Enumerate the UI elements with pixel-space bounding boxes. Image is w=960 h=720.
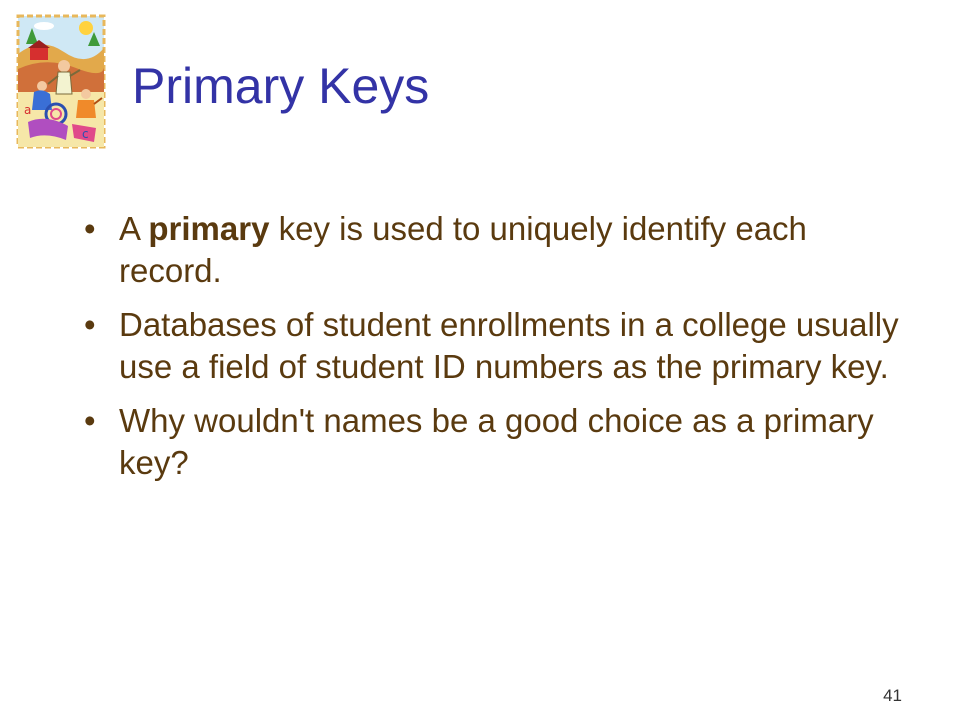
slide-page-number: 41 bbox=[883, 686, 902, 705]
slide-title: Primary Keys bbox=[132, 58, 430, 114]
bullet-dot: • bbox=[84, 210, 96, 247]
bullet-dot: • bbox=[84, 402, 96, 439]
school-children-clipart-icon bbox=[16, 14, 106, 149]
svg-text:a: a bbox=[24, 103, 32, 117]
bullet-text-before: A bbox=[119, 210, 149, 247]
svg-text:c: c bbox=[82, 127, 89, 141]
bullet-text: Why wouldn't names be a good choice as a primary key? bbox=[119, 402, 874, 481]
bullet-bold-word: primary bbox=[148, 210, 270, 247]
bullet-item-student-id-example bbox=[84, 304, 904, 388]
bullet-text-after: key is used to uniquely identify each record. bbox=[119, 210, 807, 289]
bullet-text: Databases of student enrollments in a college usually use a field of student ID numbers as the primary key. bbox=[119, 306, 899, 385]
bullet-list bbox=[84, 208, 904, 496]
bullet-item-primary-key-definition bbox=[84, 208, 904, 292]
bullet-dot: • bbox=[84, 306, 96, 343]
bullet-item-names-question bbox=[84, 400, 904, 484]
